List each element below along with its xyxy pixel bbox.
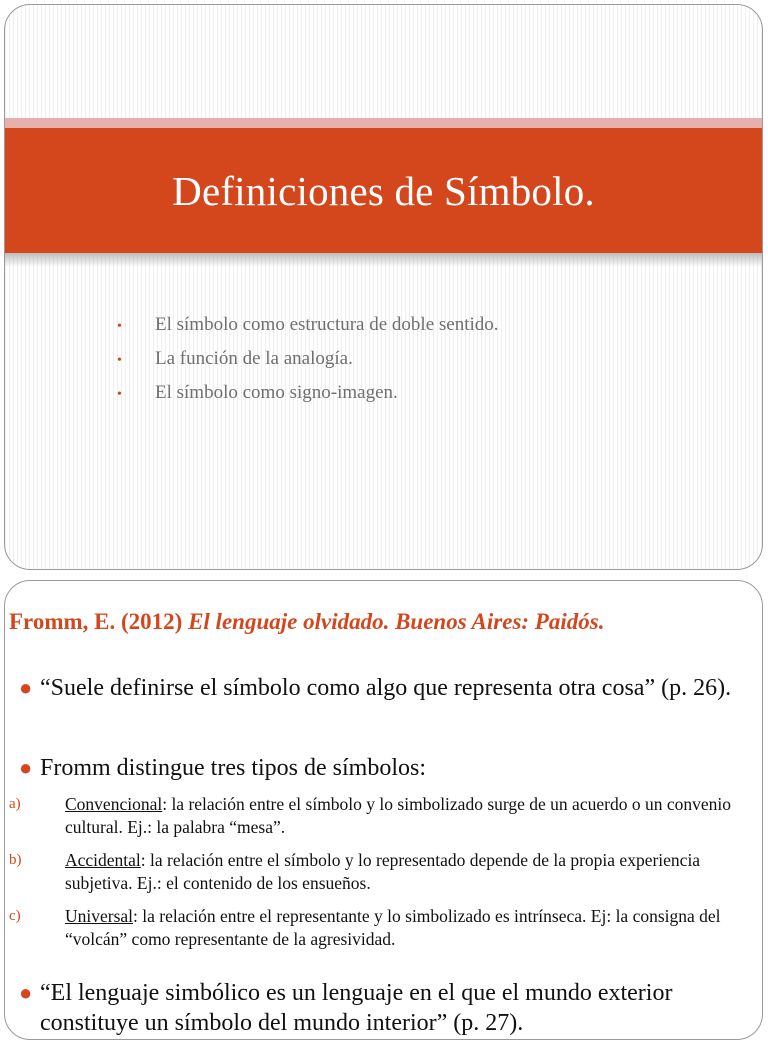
symbol-type-item (9, 905, 738, 951)
item-description: : la relación entre el representante y lo simbolizado es intrínseca. Ej: la consigna del “volcán” como representante de la agresividad. (65, 906, 721, 949)
item-body (65, 849, 738, 895)
item-letter: a) (9, 796, 21, 812)
item-letter: b) (9, 852, 22, 868)
quote-text: “Suele definirse el símbolo como algo que representa otra cosa” (p. 26). (40, 675, 732, 701)
title-accent-bar (5, 118, 762, 128)
title-band-shadow (5, 253, 762, 267)
bibliographic-reference (9, 609, 604, 635)
reference-author: Fromm, E. (2012) (9, 609, 189, 634)
item-description: : la relación entre el símbolo y lo simbolizado surge de un acuerdo o un convenio cultural. Ej.: la palabra “mesa”. (65, 794, 731, 837)
slide-title: Definiciones de Símbolo. (172, 167, 595, 214)
list-item-text: La función de la analogía. (155, 348, 353, 369)
bullet-dot-icon: • (117, 319, 122, 334)
bullet-list (117, 309, 499, 411)
types-intro-text: Fromm distingue tres tipos de símbolos: (40, 755, 427, 781)
item-body (65, 793, 738, 839)
bullet-dot-icon: ● (19, 980, 33, 1005)
title-band (5, 128, 762, 253)
reference-title: El lenguaje olvidado. Buenos Aires: Paidós. (188, 609, 605, 634)
list-item-text: El símbolo como estructura de doble sentido. (155, 314, 499, 335)
quote-text: “El lenguaje simbólico es un lenguaje en el que el mundo exterior constituye un símbolo del mundo interior” (p. 27). (40, 980, 673, 1036)
item-term: Accidental (65, 850, 141, 870)
item-term: Convencional (65, 794, 163, 814)
bullet-dot-icon: ● (19, 675, 33, 700)
list-item (117, 377, 499, 411)
item-letter: c) (9, 908, 21, 924)
symbol-type-item (9, 849, 738, 895)
item-body (65, 905, 738, 951)
bullet-dot-icon: ● (19, 755, 33, 780)
symbol-type-item (9, 793, 738, 839)
quote-bullet (19, 673, 742, 703)
item-term: Universal (65, 906, 134, 926)
list-item (117, 343, 499, 377)
bullet-dot-icon: • (117, 353, 122, 368)
slide-fromm (4, 580, 763, 1040)
list-item (117, 309, 499, 343)
list-item-text: El símbolo como signo-imagen. (155, 382, 398, 403)
item-description: : la relación entre el símbolo y lo representado depende de la propia experiencia subjetiva. Ej.: el contenido de los ensueños. (65, 850, 701, 893)
slide-definiciones (4, 4, 763, 570)
quote-bullet (19, 978, 742, 1038)
bullet-dot-icon: • (117, 387, 122, 402)
types-bullet (19, 753, 742, 783)
